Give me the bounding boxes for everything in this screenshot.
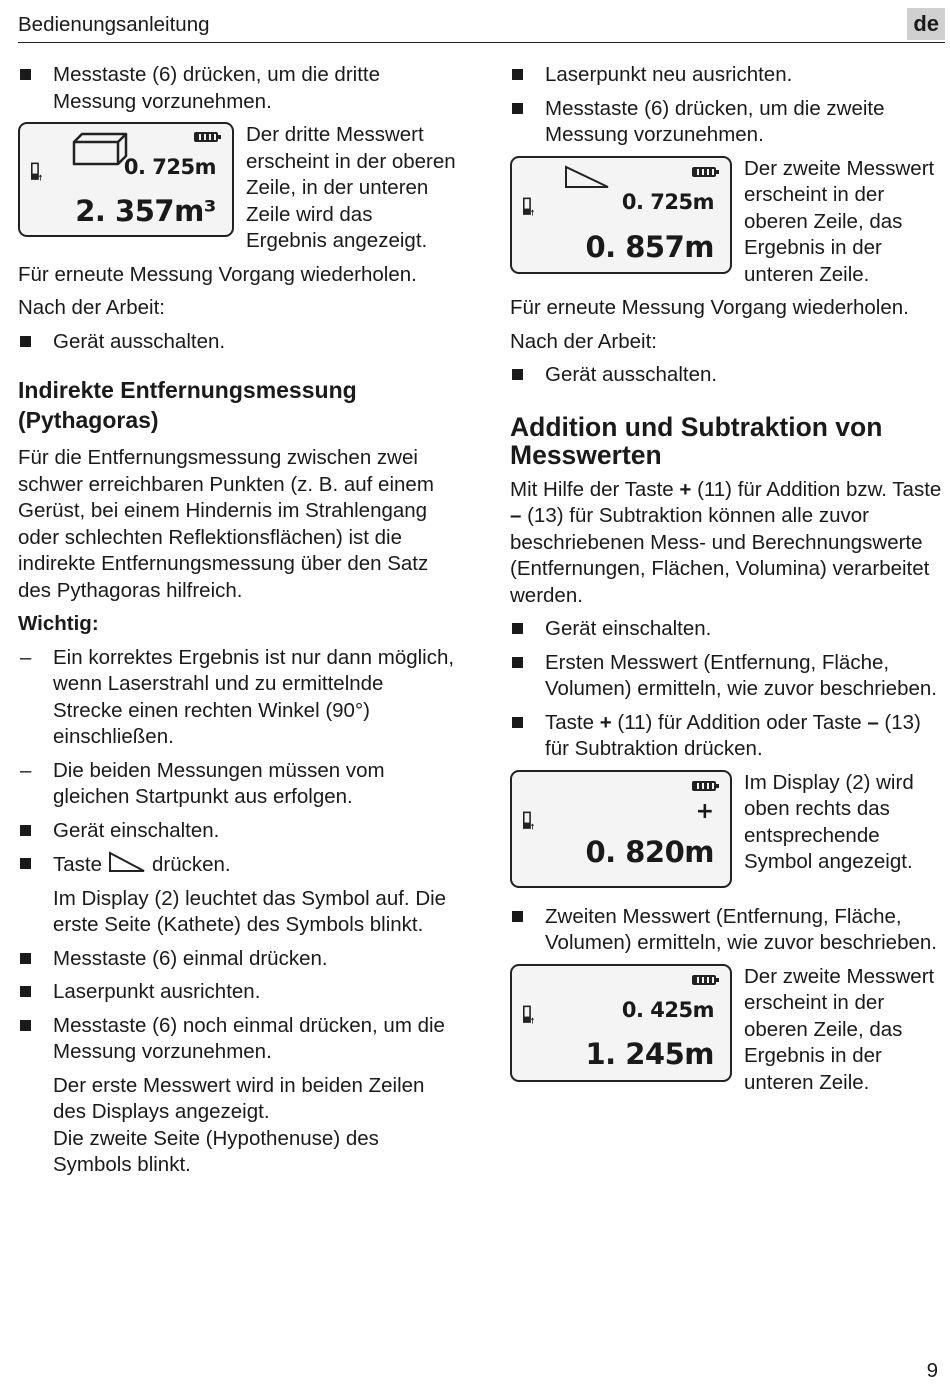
step-first-value: Ersten Messwert (Entfernung, Fläche, Volumen) ermitteln, wie zuvor beschrieben. — [510, 650, 942, 703]
battery-icon — [194, 132, 218, 142]
page-number: 9 — [926, 1359, 938, 1382]
second-side-info: Die zweite Seite (Hypothenuse) des Symbols blinkt. — [53, 1126, 379, 1176]
display-caption: Der dritte Messwert erscheint in der oberen Zeile, in der unteren Zeile wird das Ergebnis angezeigt. — [246, 123, 456, 252]
step-second-value: Zweiten Messwert (Entfernung, Fläche, Volumen) ermitteln, wie zuvor beschrieben. — [510, 904, 942, 957]
intro-text-2: (11) für Addition bzw. Taste — [691, 477, 942, 501]
step-press-triangle-key — [18, 851, 458, 879]
lcd-bottom-value: 2. 357m³ — [75, 194, 216, 228]
step-switch-off: Gerät ausschalten. — [18, 329, 458, 356]
header-title: Bedienungsanleitung — [18, 13, 210, 36]
language-badge: de — [907, 8, 945, 40]
repeat-text: Für erneute Messung Vorgang wiederholen. — [510, 296, 909, 319]
display-figure-pythagoras — [510, 156, 942, 289]
after-work-text: Nach der Arbeit: — [18, 296, 165, 319]
minus-key-symbol: – — [510, 504, 522, 527]
display-figure-volume — [18, 122, 458, 255]
lcd-bottom-value: 1. 245m — [585, 1036, 714, 1071]
first-value-info: Der erste Messwert wird in beiden Zeilen des Displays angezeigt. — [53, 1073, 425, 1123]
battery-icon — [692, 167, 716, 177]
step-press-plus-minus — [510, 710, 942, 763]
display-caption: Der zweite Messwert erscheint in der oberen Zeile, das Ergebnis in der unteren Zeile. — [744, 156, 935, 286]
step-press-again: Messtaste (6) noch einmal drücken, um die Messung vorzunehmen. — [18, 1013, 458, 1066]
lcd-display-result — [510, 964, 732, 1082]
step-switch-on: Gerät einschalten. — [18, 818, 458, 845]
minus-key-symbol: – — [867, 710, 879, 734]
symbol-info: Im Display (2) leuchtet das Symbol auf. Die erste Seite (Kathete) des Symbols blinkt. — [53, 886, 447, 936]
section-heading-pythagoras: Indirekte Entfernungsmessung (Pythagoras) — [18, 377, 357, 433]
plus-symbol: + — [695, 798, 714, 824]
display-figure-addition — [510, 770, 942, 888]
note-same-start: – Die beiden Messungen müssen vom gleichen Startpunkt aus erfolgen. — [18, 758, 458, 811]
after-work-text: Nach der Arbeit: — [510, 329, 657, 353]
step-second-measurement: Messtaste (6) drücken, um die zweite Messung vorzunehmen. — [510, 96, 942, 149]
addition-intro — [510, 477, 942, 610]
lcd-display-volume — [18, 122, 234, 237]
triangle-icon — [108, 851, 146, 873]
intro-text-1: Mit Hilfe der Taste — [510, 477, 680, 501]
lcd-bottom-value: 0. 820m — [585, 834, 714, 869]
intro-text-3: (13) für Subtraktion können alle zuvor beschriebenen Mess- und Berechnungswerte (Entfernungen, Flächen, Volumina) verarbeitet werden. — [510, 504, 930, 607]
note-right-angle: – Ein korrektes Ergebnis ist nur dann möglich, wenn Laserstrahl und zu ermittelnde Strecke einen rechten Winkel (90°) einschließen. — [18, 645, 458, 751]
pythagoras-intro: Für die Entfernungsmessung zwischen zwei schwer erreichbaren Punkten (z. B. auf einem Gerüst, bei einem Hindernis im Strahlengang oder schlechten Reflektionsflächen) ist die indirekte Entfernungsmessung über den Satz des Pythagoras hilfreich. — [18, 446, 434, 602]
volume-box-icon — [72, 132, 128, 166]
lcd-bottom-value: 0. 857m — [585, 229, 714, 264]
display-caption: Der zweite Messwert erscheint in der oberen Zeile, das Ergebnis in der unteren Zeile. — [744, 964, 935, 1094]
step-switch-on: Gerät einschalten. — [510, 616, 942, 643]
press-label: drücken. — [152, 853, 231, 876]
step-realign-laser: Laserpunkt neu ausrichten. — [510, 62, 942, 89]
step-switch-off: Gerät ausschalten. — [510, 362, 942, 389]
display-figure-result — [510, 964, 942, 1097]
lcd-top-value: 0. 425m — [621, 997, 714, 1022]
device-reference-icon — [523, 810, 534, 832]
step-press-once: Messtaste (6) einmal drücken. — [18, 946, 458, 973]
step-align-laser: Laserpunkt ausrichten. — [18, 979, 458, 1006]
taste-label: Taste — [53, 853, 102, 876]
lcd-top-value: 0. 725m — [123, 155, 216, 179]
device-reference-icon — [523, 1004, 534, 1026]
step-third-measurement: Messtaste (6) drücken, um die dritte Messung vorzunehmen. — [18, 62, 458, 115]
taste-text-1: Taste — [545, 710, 600, 734]
right-column — [510, 62, 942, 1103]
lcd-top-value: 0. 725m — [621, 189, 714, 214]
triangle-icon — [564, 165, 610, 189]
device-reference-icon — [523, 196, 534, 218]
battery-icon — [692, 781, 716, 791]
device-reference-icon — [31, 161, 42, 183]
plus-key-symbol: + — [679, 477, 692, 501]
repeat-text: Für erneute Messung Vorgang wiederholen. — [18, 262, 417, 286]
taste-text-3: (13) für Subtraktion drücken. — [545, 710, 921, 760]
taste-text-2: (11) für Addition oder Taste — [611, 710, 868, 734]
plus-key-symbol: + — [599, 710, 612, 734]
section-heading-addition: Addition und Subtraktion von Messwerten — [510, 411, 883, 470]
battery-icon — [692, 975, 716, 985]
page-header — [18, 10, 945, 43]
lcd-display-pythagoras — [510, 156, 732, 274]
display-caption: Im Display (2) wird oben rechts das entsprechende Symbol angezeigt. — [744, 770, 914, 873]
left-column — [18, 62, 458, 1186]
lcd-display-addition — [510, 770, 732, 888]
important-label: Wichtig: — [18, 612, 99, 635]
